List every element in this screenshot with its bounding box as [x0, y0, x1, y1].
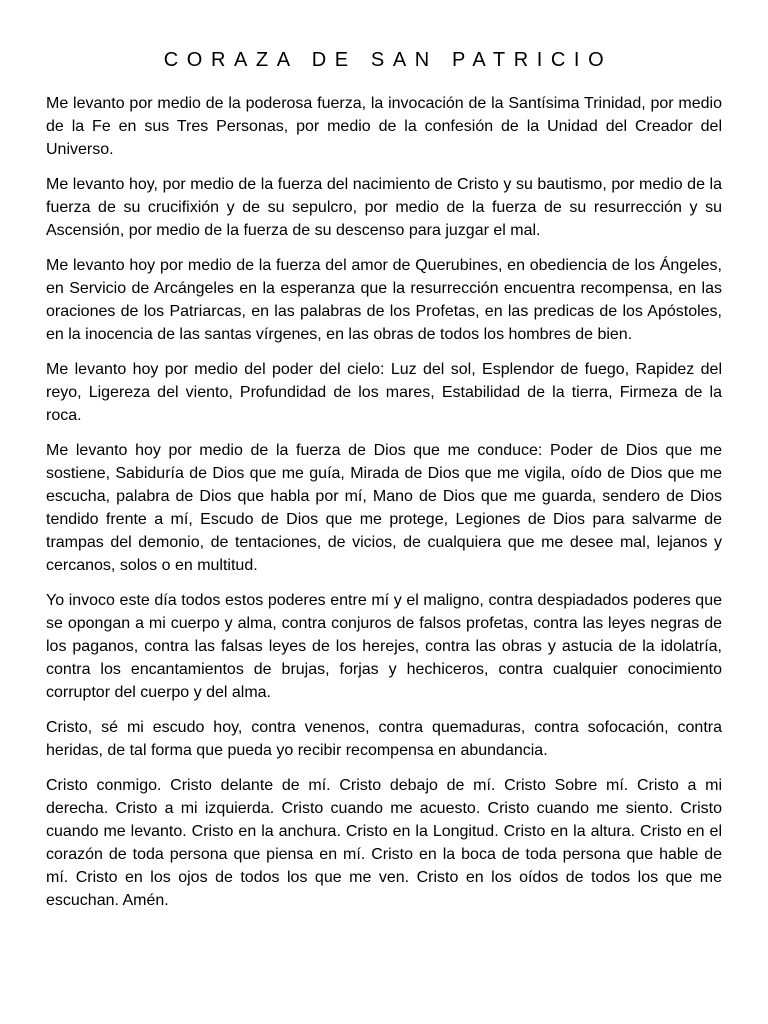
paragraph: Me levanto hoy por medio de la fuerza de Dios que me conduce: Poder de Dios que me sostiene, Sabiduría de Dios que me guía, Mirada de Dios que me vigila, oído de Dios que me escucha, palabra de Dios que habla por mí, Mano de Dios que me guarda, sendero de Dios tendido frente a mí, Escudo de Dios que me protege, Legiones de Dios para salvarme de trampas del demonio, de tentaciones, de vicios, de cualquiera que me desee mal, lejanos y cercanos, solos o en multitud.: [46, 442, 722, 574]
paragraph: Cristo, sé mi escudo hoy, contra venenos, contra quemaduras, contra sofocación, contra heridas, de tal forma que pueda yo recibir recompensa en abundancia.: [46, 719, 722, 759]
paragraph: Me levanto por medio de la poderosa fuerza, la invocación de la Santísima Trinidad, por medio de la Fe en sus Tres Personas, por medio de la confesión de la Unidad del Creador del Universo.: [46, 95, 722, 158]
paragraph: Me levanto hoy por medio de la fuerza del amor de Querubines, en obediencia de los Ángeles, en Servicio de Arcángeles en la esperanza que la resurrección encuentra recompensa, en las oraciones de los Patriarcas, en las palabras de los Profetas, en las predicas de los Apóstoles, en la inocencia de las santas vírgenes, en las obras de todos los hombres de bien.: [46, 257, 722, 343]
document-title: CORAZA DE SAN PATRICIO: [163, 49, 613, 71]
document-page: [46, 44, 722, 924]
paragraph: Me levanto hoy, por medio de la fuerza del nacimiento de Cristo y su bautismo, por medio de la fuerza de su crucifixión y de su sepulcro, por medio de la fuerza de su resurrección y su Ascensión, por medio de la fuerza de su descenso para juzgar el mal.: [46, 176, 722, 239]
paragraph: Cristo conmigo. Cristo delante de mí. Cristo debajo de mí. Cristo Sobre mí. Cristo a mi derecha. Cristo a mi izquierda. Cristo cuando me acuesto. Cristo cuando me siento. Cristo cuando me levanto. Cristo en la anchura. Cristo en la Longitud. Cristo en la altura. Cristo en el corazón de toda persona que piensa en mí. Cristo en la boca de toda persona que hable de mí. Cristo en los ojos de todos los que me ven. Cristo en los oídos de todos los que me escuchan. Amén.: [46, 777, 722, 909]
paragraph: Yo invoco este día todos estos poderes entre mí y el maligno, contra despiadados poderes que se opongan a mi cuerpo y alma, contra conjuros de falsos profetas, contra las leyes negras de los paganos, contra las falsas leyes de los herejes, contra las obras y astucia de la idolatría, contra los encantamientos de brujas, forjas y hechiceros, contra cualquier conocimiento corruptor del cuerpo y del alma.: [46, 592, 722, 701]
paragraph: Me levanto hoy por medio del poder del cielo: Luz del sol, Esplendor de fuego, Rapidez del reyo, Ligereza del viento, Profundidad de los mares, Estabilidad de la tierra, Firmeza de la roca.: [46, 361, 722, 424]
